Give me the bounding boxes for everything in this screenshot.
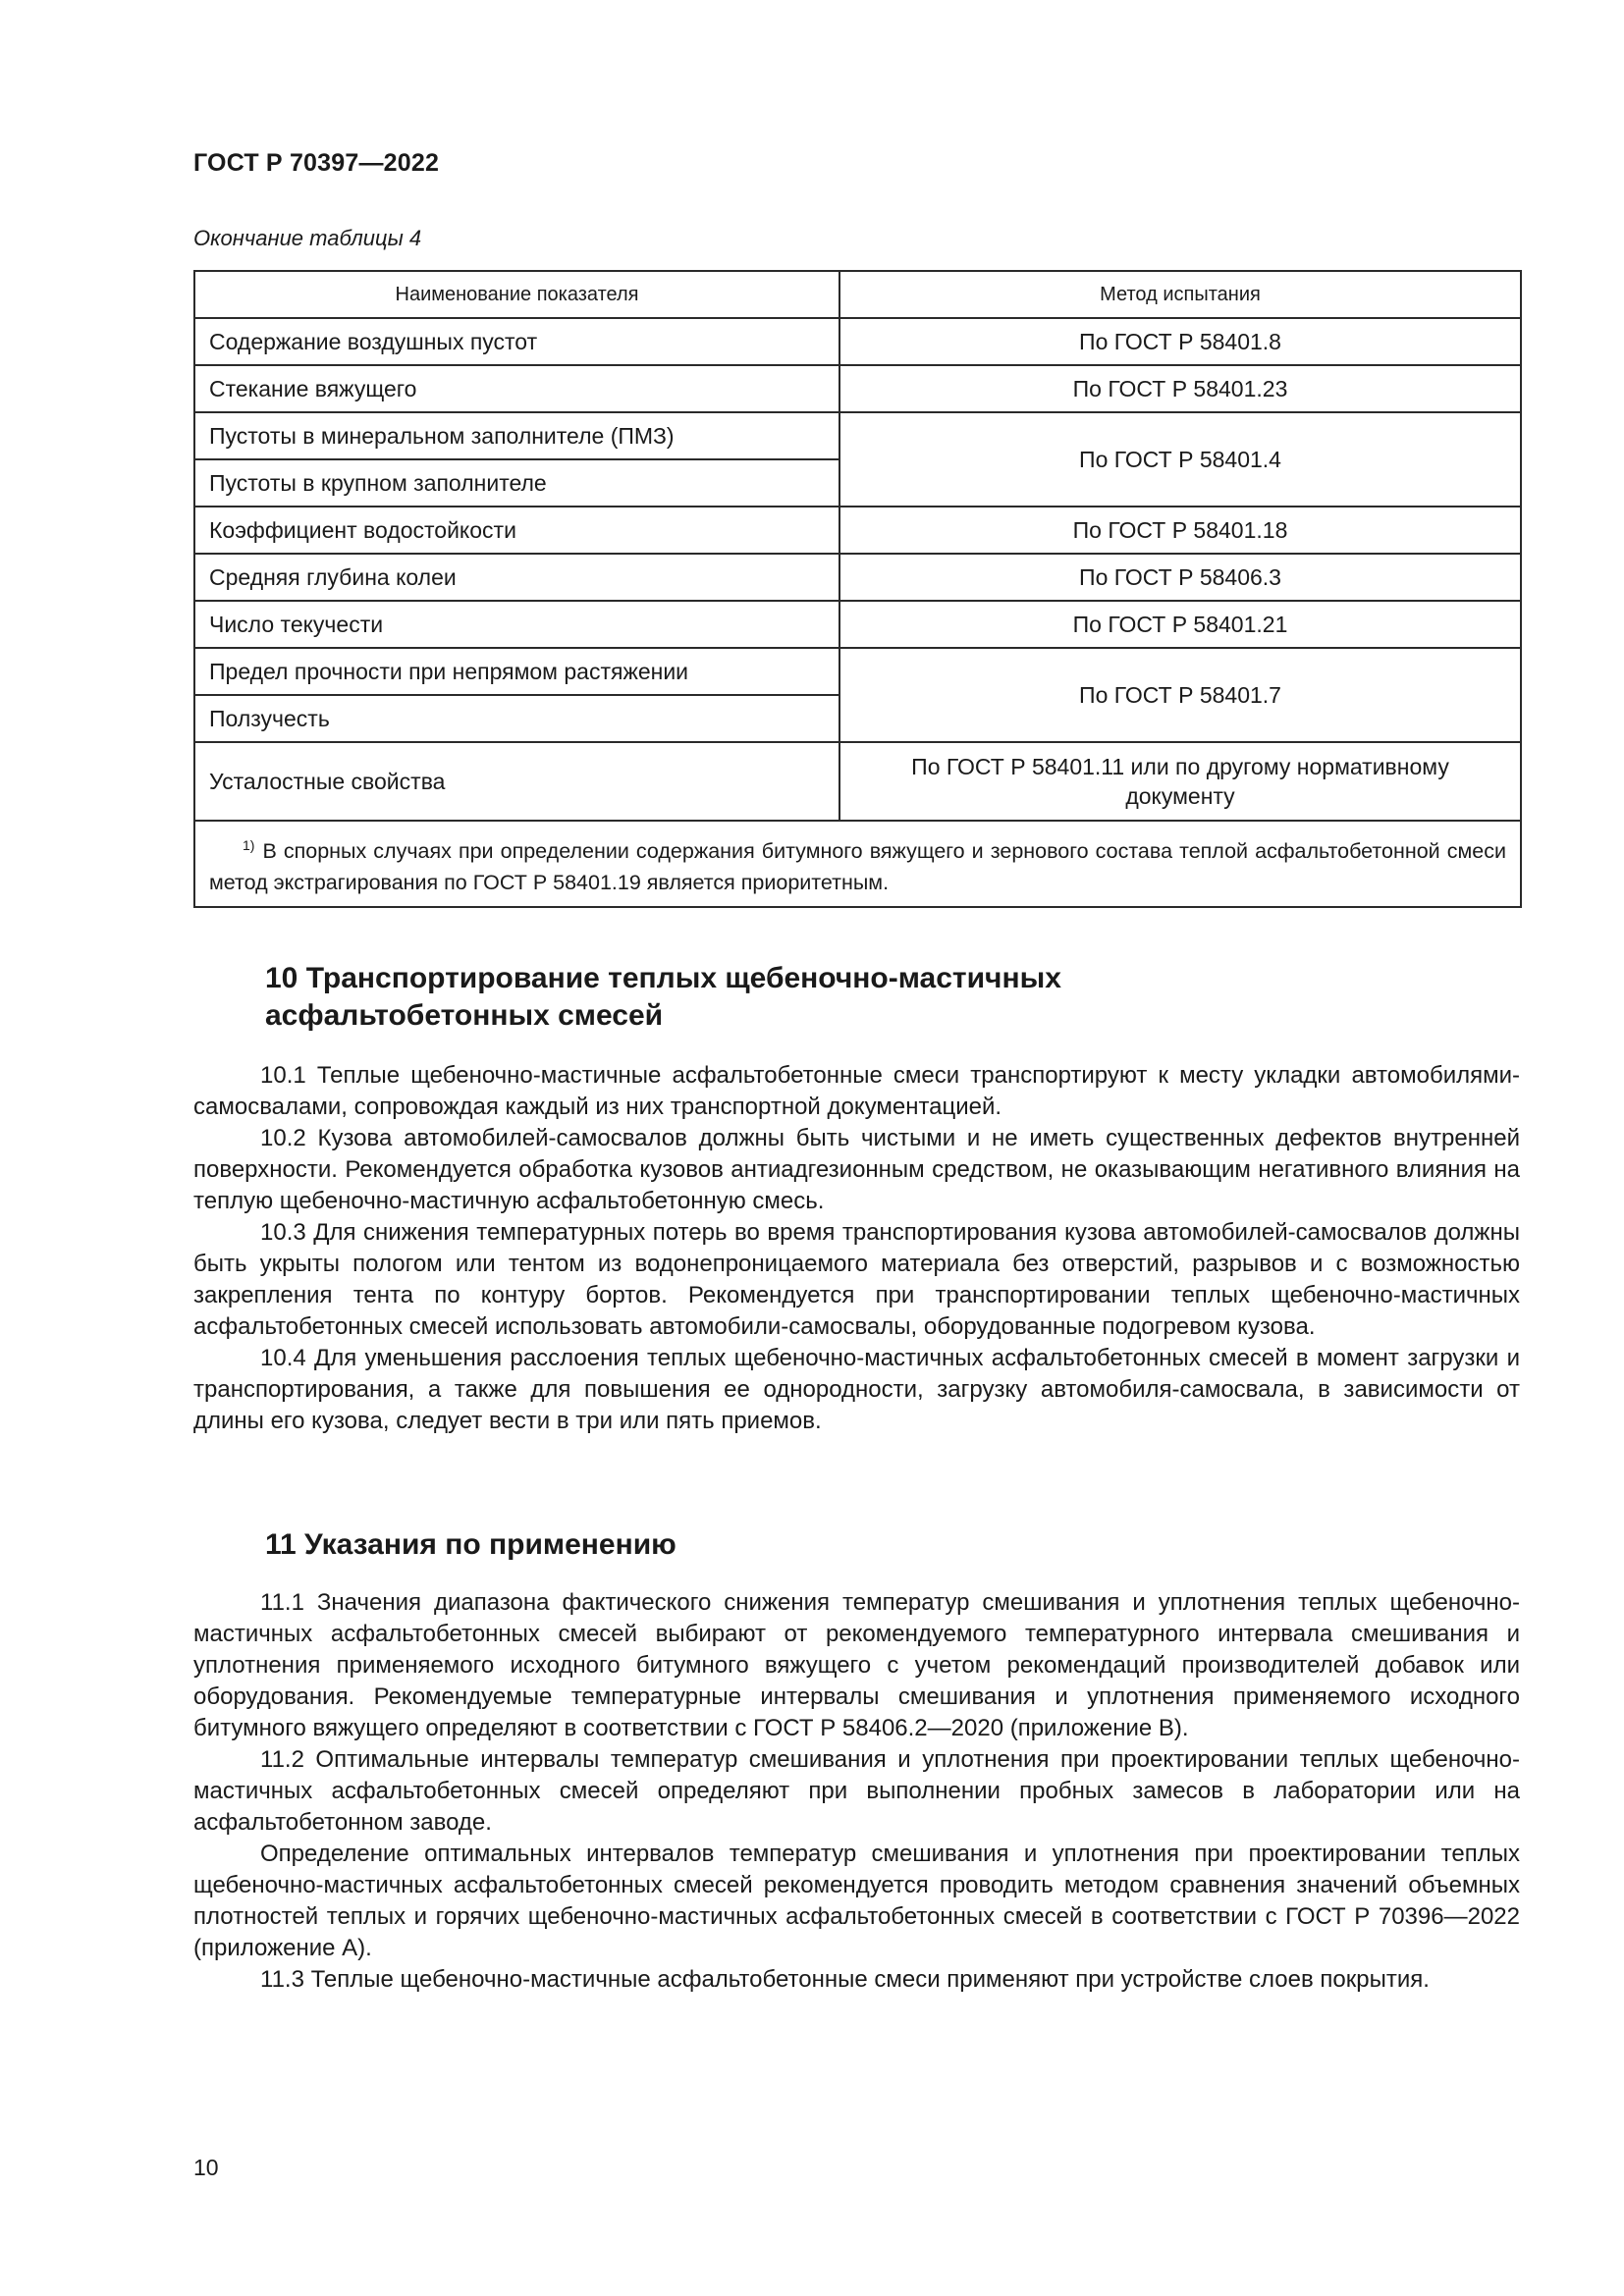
paragraph: Определение оптимальных интервалов температур смешивания и уплотнения при проектировании теплых щебеночно-мастичных асфальтобетонных смесей рекомендуется проводить методом сравнения значений объемных плотностей теплых и горячих щебеночно-мастичных асфальтобетонных смесей в соответствии с ГОСТ Р 70396—2022 (приложение А). [193,1841,1520,1961]
indicator-cell: Содержание воздушных пустот [194,318,839,365]
indicator-cell: Пустоты в минеральном заполнителе (ПМЗ) [194,412,839,459]
section-10-body [193,1060,1520,1437]
document-id-header: ГОСТ Р 70397—2022 [193,149,440,177]
paragraph: 10.4 Для уменьшения расслоения теплых щебеночно-мастичных асфальтобетонных смесей в момент загрузки и транспортирования, а также для повышения ее однородности, загрузку автомобиля-самосвала, в зависимости от длины его кузова, следует вести в три или пять приемов. [193,1345,1520,1434]
indicator-cell: Число текучести [194,601,839,648]
section-11-heading: 11 Указания по применению [265,1528,677,1561]
table-row [194,648,1521,695]
table-row [194,318,1521,365]
method-cell: По ГОСТ Р 58401.23 [839,365,1521,412]
indicator-cell: Ползучесть [194,695,839,742]
paragraph: 10.1 Теплые щебеночно-мастичные асфальтобетонные смеси транспортируют к месту укладки автомобилями-самосвалами, сопровождая каждый из них транспортной документацией. [193,1062,1520,1120]
indicator-cell: Коэффициент водостойкости [194,507,839,554]
footnote-mark: 1) [243,837,255,853]
indicator-cell: Пустоты в крупном заполнителе [194,459,839,507]
table-row [194,412,1521,459]
method-cell: По ГОСТ Р 58401.21 [839,601,1521,648]
paragraph: 11.3 Теплые щебеночно-мастичные асфальтобетонные смеси применяют при устройстве слоев покрытия. [260,1966,1430,1993]
table-row [194,554,1521,601]
paragraph: 10.2 Кузова автомобилей-самосвалов должны быть чистыми и не иметь существенных дефектов внутренней поверхности. Рекомендуется обработка кузовов антиадгезионным средством, не оказывающим негативного влияния на теплую щебеночно-мастичную асфальтобетонную смесь. [193,1125,1520,1214]
method-cell: По ГОСТ Р 58401.8 [839,318,1521,365]
method-cell: По ГОСТ Р 58401.11 или по другому нормативному документу [839,742,1521,821]
table-row [194,742,1521,821]
table-header-row [194,271,1521,318]
section-11-body [193,1587,1520,1996]
method-cell: По ГОСТ Р 58406.3 [839,554,1521,601]
table-row [194,507,1521,554]
footnote-text: В спорных случаях при определении содержания битумного вяжущего и зернового состава теплой асфальтобетонной смеси метод экстрагирования по ГОСТ Р 58401.19 является приоритетным. [209,839,1506,895]
column-header-indicator: Наименование показателя [194,271,839,318]
column-header-method: Метод испытания [839,271,1521,318]
table-footnote [194,821,1521,907]
section-10-title-line1: 10 Транспортирование теплых щебеночно-мастичных [265,962,1061,994]
section-10-heading [265,960,1061,1035]
method-cell: По ГОСТ Р 58401.18 [839,507,1521,554]
paragraph: 11.1 Значения диапазона фактического снижения температур смешивания и уплотнения теплых щебеночно-мастичных асфальтобетонных смесей выбирают от рекомендуемого температурного интервала смешивания и уплотнения применяемого исходного битумного вяжущего с учетом рекомендаций производителей добавок или оборудования. Рекомендуемые температурные интервалы смешивания и уплотнения применяемого исходного битумного вяжущего определяют в соответствии с ГОСТ Р 58406.2—2020 (приложение В). [193,1589,1520,1741]
page-number: 10 [193,2155,219,2180]
indicator-cell: Усталостные свойства [194,742,839,821]
method-cell: По ГОСТ Р 58401.4 [839,412,1521,507]
indicator-cell: Предел прочности при непрямом растяжении [194,648,839,695]
indicator-cell: Средняя глубина колеи [194,554,839,601]
table-row [194,601,1521,648]
paragraph: 11.2 Оптимальные интервалы температур смешивания и уплотнения при проектировании теплых щебеночно-мастичных асфальтобетонных смесей определяют при выполнении пробных замесов в лаборатории или на асфальтобетонном заводе. [193,1746,1520,1836]
method-cell: По ГОСТ Р 58401.7 [839,648,1521,742]
paragraph: 10.3 Для снижения температурных потерь во время транспортирования кузова автомобилей-самосвалов должны быть укрыты пологом или тентом из водонепроницаемого материала без отверстий, разрывов и с возможностью закрепления тента по контуру бортов. Рекомендуется при транспортировании теплых щебеночно-мастичных асфальтобетонных смесей использовать автомобили-самосвалы, оборудованные подогревом кузова. [193,1219,1520,1340]
test-methods-table [193,270,1522,908]
table-caption: Окончание таблицы 4 [193,226,422,250]
section-10-title-line2: асфальтобетонных смесей [265,999,664,1032]
table-row [194,365,1521,412]
indicator-cell: Стекание вяжущего [194,365,839,412]
table-footnote-row [194,821,1521,907]
